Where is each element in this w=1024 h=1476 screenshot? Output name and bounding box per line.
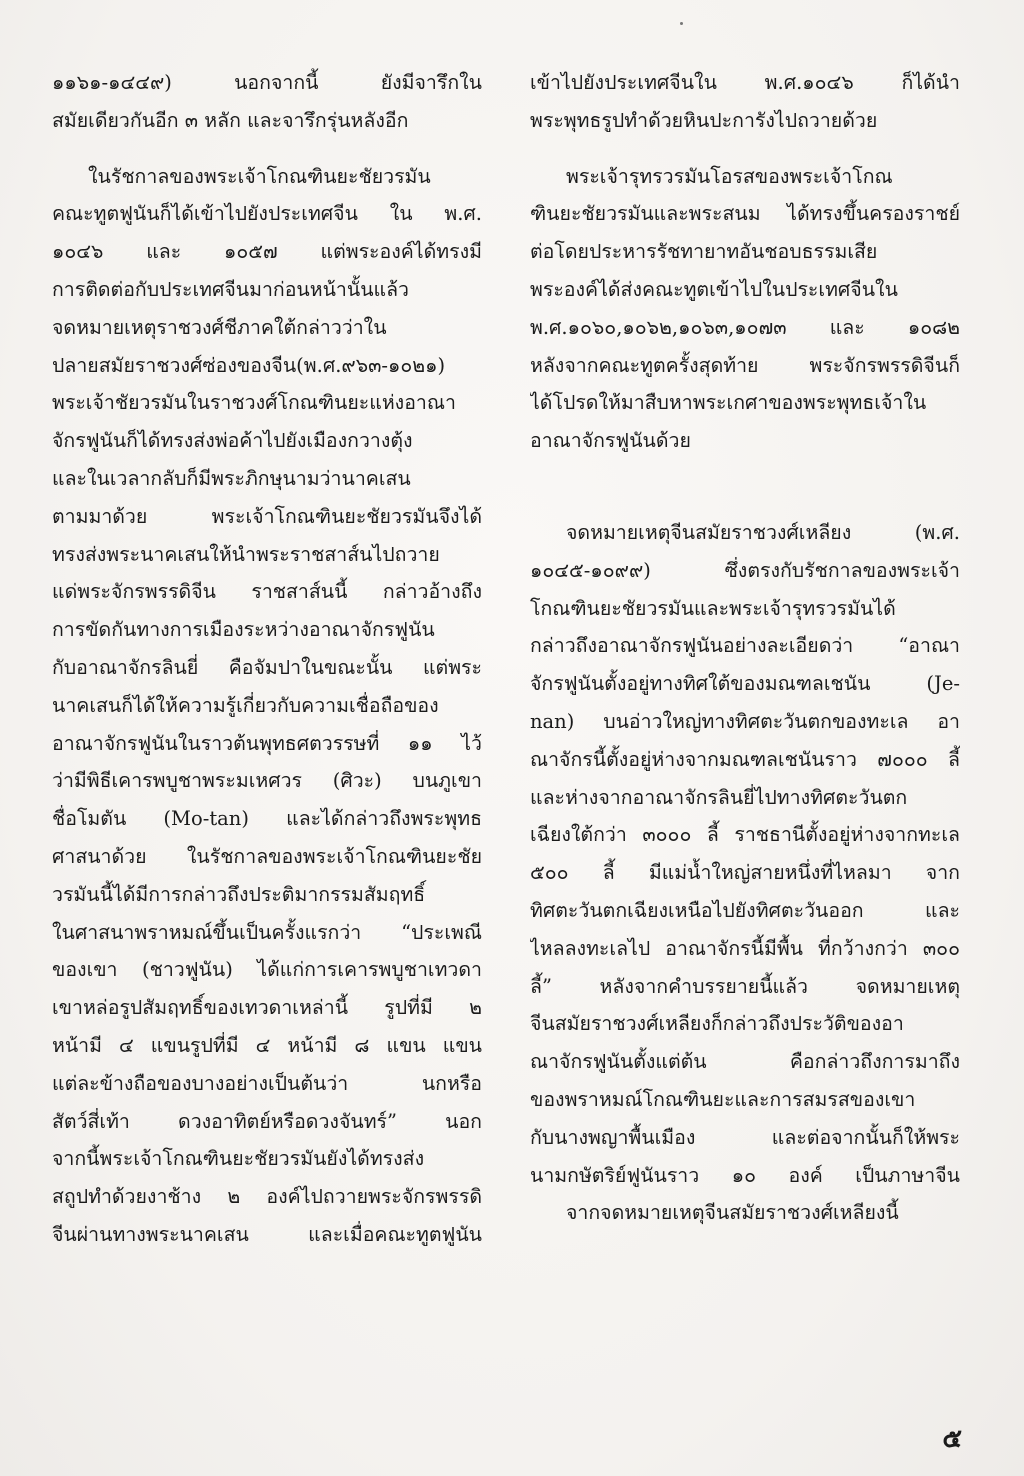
paragraph-gap (530, 478, 960, 496)
text-line: ตามมาด้วย พระเจ้าโกณฑินยะชัยวรมันจึงได้ (52, 504, 482, 528)
text-line: เฉียงใต้กว่า ๓๐๐๐ ลี้ ราชธานีตั้งอยู่ห่างจากทะเล (530, 823, 960, 847)
text-line: ไหลลงทะเลไป อาณาจักรนี้มีพื้น ที่กว้างกว่า ๓๐๐ (530, 936, 960, 960)
text-line: ได้โปรดให้มาสืบหาพระเกศาของพระพุทธเจ้าใน (530, 391, 927, 415)
text-line: จักรฟูนันตั้งอยู่ทางทิศใต้ของมณฑลเชนัน (Je- (530, 672, 960, 696)
text-line: ๑๑๖๑-๑๔๔๙) นอกจากนี้ ยังมีจารึกใน (52, 71, 482, 94)
text-line: หน้ามี ๔ แขนรูปที่มี ๔ หน้ามี ๘ แขน แขน (52, 1033, 482, 1057)
text-line: การติดต่อกับประเทศจีนมาก่อนหน้านั้นแล้ว (52, 277, 410, 301)
text-line: ลี้” หลังจากคำบรรยายนี้แล้ว จดหมายเหตุ (530, 974, 960, 998)
text-line: ชื่อโมตัน (Mo-tan) และได้กล่าวถึงพระพุทธ (52, 807, 482, 831)
text-line: สัตว์สี่เท้า ดวงอาทิตย์หรือดวงจันทร์” นอก (52, 1109, 482, 1133)
text-line: จากนี้พระเจ้าโกณฑินยะชัยวรมันยังได้ทรงส่ง (52, 1147, 425, 1171)
text-line: จักรฟูนันก็ได้ทรงส่งพ่อค้าไปยังเมืองกวางตุ้ง (52, 429, 413, 453)
text-line: ของพราหมณ์โกณฑินยะและการสมรสของเขา (530, 1087, 916, 1111)
text-line: อาณาจักรฟูนันด้วย (530, 429, 691, 453)
text-line: ๑๐๔๖ และ ๑๐๕๗ แต่พระองค์ได้ทรงมี (52, 240, 482, 264)
text-line: พระองค์ได้ส่งคณะทูตเข้าไปในประเทศจีนใน (530, 277, 898, 301)
paragraph-gap (52, 140, 482, 158)
text-line: nan) บนอ่าวใหญ่ทางทิศตะวันตกของทะเล อา (530, 709, 960, 733)
text-line: และในเวลากลับก็มีพระภิกษุนามว่านาคเสน (52, 466, 411, 490)
left-text-column (52, 64, 482, 1254)
text-line: เข้าไปยังประเทศจีนใน พ.ศ.๑๐๔๖ ก็ได้นำ (530, 71, 960, 94)
text-line: ทิศตะวันตกเฉียงเหนือไปยังทิศตะวันออก และ (530, 898, 960, 922)
paragraph-gap (530, 496, 960, 514)
text-line: กับนางพญาพื้นเมือง และต่อจากนั้นก็ให้พระ (530, 1125, 960, 1149)
text-line: ว่ามีพิธีเคารพบูชาพระมเหศวร (ศิวะ) บนภูเขา (52, 769, 482, 793)
text-line: อาณาจักรฟูนันในราวต้นพุทธศตวรรษที่ ๑๑ ไว้ (52, 731, 482, 755)
text-line: ณาจักรฟูนันตั้งแต่ต้น คือกล่าวถึงการมาถึง (530, 1050, 960, 1074)
text-line: จีนสมัยราชวงศ์เหลียงก็กล่าวถึงประวัติของอา (530, 1012, 904, 1036)
text-line: กับอาณาจักรลินยี่ คือจัมปาในขณะนั้น แต่พระ (52, 655, 482, 679)
text-line: ๑๐๔๕-๑๐๙๙) ซึ่งตรงกับรัชกาลของพระเจ้า (530, 558, 960, 582)
text-line: แด่พระจักรพรรดิจีน ราชสาส์นนี้ กล่าวอ้างถึง (52, 580, 482, 604)
text-line: ทรงส่งพระนาคเสนให้นำพระราชสาส์นไปถวาย (52, 542, 440, 566)
text-line: หลังจากคณะทูตครั้งสุดท้าย พระจักรพรรดิจีนก็ (530, 353, 960, 377)
text-line: โกณฑินยะชัยวรมันและพระเจ้ารุทรวรมันได้ (530, 596, 896, 620)
text-line: นามกษัตริย์ฟูนันราว ๑๐ องค์ เป็นภาษาจีน (530, 1163, 960, 1187)
text-line: คณะทูตฟูนันก็ได้เข้าไปยังประเทศจีน ใน พ.ศ. (52, 202, 482, 226)
text-line: สมัยเดียวกันอีก ๓ หลัก และจารึกรุ่นหลังอีก (52, 108, 409, 132)
text-line: ในรัชกาลของพระเจ้าโกณฑินยะชัยวรมัน (88, 164, 431, 188)
text-line: ฑินยะชัยวรมันและพระสนม ได้ทรงขึ้นครองราชย์ (530, 202, 960, 226)
text-line: พระเจ้าชัยวรมันในราชวงศ์โกณฑินยะแห่งอาณา (52, 391, 456, 415)
text-line: สถูปทำด้วยงาช้าง ๒ องค์ไปถวายพระจักรพรรดิ (52, 1185, 482, 1209)
text-line: ของเขา (ชาวฟูนัน) ได้แก่การเคารพบูชาเทวดา (52, 958, 482, 982)
paragraph-gap (530, 460, 960, 478)
right-text-column (530, 64, 960, 1232)
text-line: พระเจ้ารุทรวรมันโอรสของพระเจ้าโกณ (566, 164, 893, 188)
text-line: จากจดหมายเหตุจีนสมัยราชวงศ์เหลียงนี้ (566, 1201, 899, 1225)
text-line: ณาจักรนี้ตั้งอยู่ห่างจากมณฑลเชนันราว ๗๐๐๐ ลี้ (530, 747, 960, 771)
text-line: เขาหล่อรูปสัมฤทธิ์ของเทวดาเหล่านี้ รูปที่มี ๒ (52, 996, 482, 1020)
text-line: แต่ละข้างถือของบางอย่างเป็นต้นว่า นกหรือ (52, 1071, 482, 1095)
text-line: ๕๐๐ ลี้ มีแม่น้ำใหญ่สายหนึ่งที่ไหลมา จาก (530, 861, 960, 885)
text-line: จดหมายเหตุจีนสมัยราชวงศ์เหลียง (พ.ศ. (566, 520, 960, 544)
text-line: และห่างจากอาณาจักรลินยี่ไปทางทิศตะวันตก (530, 785, 908, 809)
text-line: วรมันนี้ได้มีการกล่าวถึงประติมากรรมสัมฤทธิ์ (52, 882, 426, 906)
text-line: ในศาสนาพราหมณ์ขึ้นเป็นครั้งแรกว่า “ประเพณี (52, 920, 482, 944)
text-line: พระพุทธรูปทำด้วยหินปะการังไปถวายด้วย (530, 108, 878, 132)
page-number: ๕ (942, 1424, 962, 1454)
text-line: การขัดกันทางการเมืองระหว่างอาณาจักรฟูนัน (52, 618, 435, 642)
text-line: พ.ศ.๑๐๖๐,๑๐๖๒,๑๐๖๓,๑๐๗๓ และ ๑๐๘๒ (530, 315, 960, 339)
text-line: กล่าวถึงอาณาจักรฟูนันอย่างละเอียดว่า “อาณา (530, 634, 960, 658)
paper-speck (680, 22, 683, 25)
text-line: นาคเสนก็ได้ให้ความรู้เกี่ยวกับความเชื่อถือของ (52, 693, 439, 717)
text-line: ศาสนาด้วย ในรัชกาลของพระเจ้าโกณฑินยะชัย (52, 844, 482, 868)
text-line: ต่อโดยประหารรัชทายาทอันชอบธรรมเสีย (530, 240, 878, 264)
text-line: จีนผ่านทางพระนาคเสน และเมื่อคณะทูตฟูนัน (52, 1222, 482, 1246)
text-line: ปลายสมัยราชวงศ์ซ่องของจีน(พ.ศ.๙๖๓-๑๐๒๑) (52, 353, 446, 377)
text-line: จดหมายเหตุราชวงศ์ชีภาคใต้กล่าวว่าใน (52, 315, 387, 339)
paragraph-gap (530, 140, 960, 158)
